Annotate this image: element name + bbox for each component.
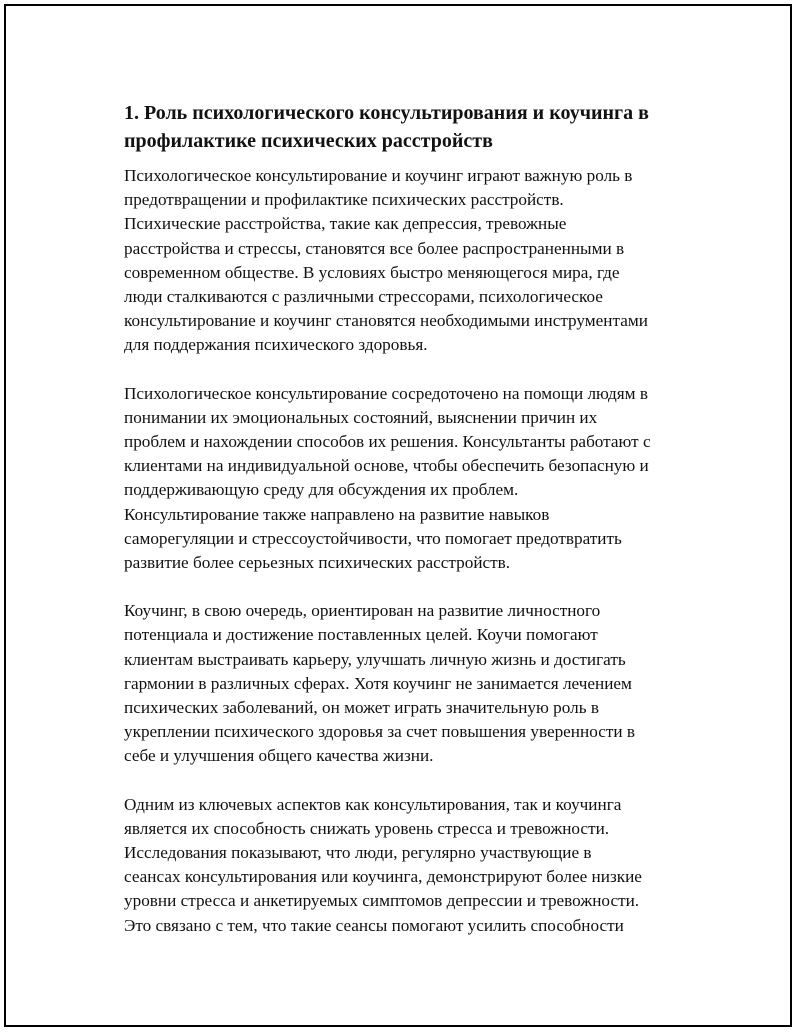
text-line: Одним из ключевых аспектов как консультирования, так и коучинга — [124, 794, 622, 814]
text-line: Коучинг, в свою очередь, ориентирован на развитие личностного — [124, 601, 601, 621]
text-line: себе и улучшения общего качества жизни. — [124, 746, 434, 766]
text-line: Это связано с тем, что такие сеансы помогают усилить способности — [124, 915, 624, 935]
text-line: для поддержания психического здоровья. — [124, 335, 428, 355]
text-line: клиентами на индивидуальной основе, чтобы обеспечить безопасную и — [124, 456, 649, 476]
paragraph-2 — [124, 382, 704, 576]
text-line: Консультирование также направлено на развитие навыков — [124, 504, 550, 524]
heading-line: 1. Роль психологического консультирования и коучинга в — [124, 102, 649, 124]
page-frame — [4, 4, 792, 1027]
text-line: расстройства и стрессы, становятся все более распространенными в — [124, 238, 625, 258]
text-line: сеансах консультирования или коучинга, демонстрируют более низкие — [124, 867, 642, 887]
text-line: потенциала и достижение поставленных целей. Коучи помогают — [124, 625, 598, 645]
text-line: Исследования показывают, что люди, регулярно участвующие в — [124, 843, 592, 863]
text-line: Психические расстройства, такие как депрессия, тревожные — [124, 214, 567, 234]
text-line: консультирование и коучинг становятся необходимыми инструментами — [124, 311, 648, 331]
text-line: психических заболеваний, он может играть значительную роль в — [124, 698, 599, 718]
paragraph-3 — [124, 599, 704, 768]
section-heading — [124, 99, 704, 155]
paragraph-4 — [124, 793, 704, 938]
text-line: Психологическое консультирование и коучинг играют важную роль в — [124, 166, 633, 185]
text-line: является их способность снижать уровень стресса и тревожности. — [124, 818, 610, 838]
text-line: проблем и нахождении способов их решения. Консультанты работают с — [124, 432, 651, 452]
text-line: Психологическое консультирование сосредоточено на помощи людям в — [124, 383, 648, 403]
text-line: гармонии в различных сферах. Хотя коучинг не занимается лечением — [124, 673, 632, 693]
text-line: укреплении психического здоровья за счет повышения уверенности в — [124, 722, 635, 742]
paragraph-1 — [124, 164, 704, 358]
text-line: поддерживающую среду для обсуждения их проблем. — [124, 480, 519, 500]
text-line: клиентам выстраивать карьеру, улучшать личную жизнь и достигать — [124, 649, 626, 669]
text-line: предотвращении и профилактике психических расстройств. — [124, 190, 564, 210]
heading-line: профилактике психических расстройств — [124, 130, 493, 152]
text-line: саморегуляции и стрессоустойчивости, что помогает предотвратить — [124, 528, 622, 548]
text-line: люди сталкиваются с различными стрессорами, психологическое — [124, 287, 603, 307]
text-line: современном обществе. В условиях быстро меняющегося мира, где — [124, 262, 620, 282]
document-body — [124, 99, 704, 962]
text-line: развитие более серьезных психических расстройств. — [124, 553, 511, 573]
text-line: уровни стресса и анкетируемых симптомов депрессии и тревожности. — [124, 891, 640, 911]
text-line: понимании их эмоциональных состояний, выяснении причин их — [124, 407, 598, 427]
